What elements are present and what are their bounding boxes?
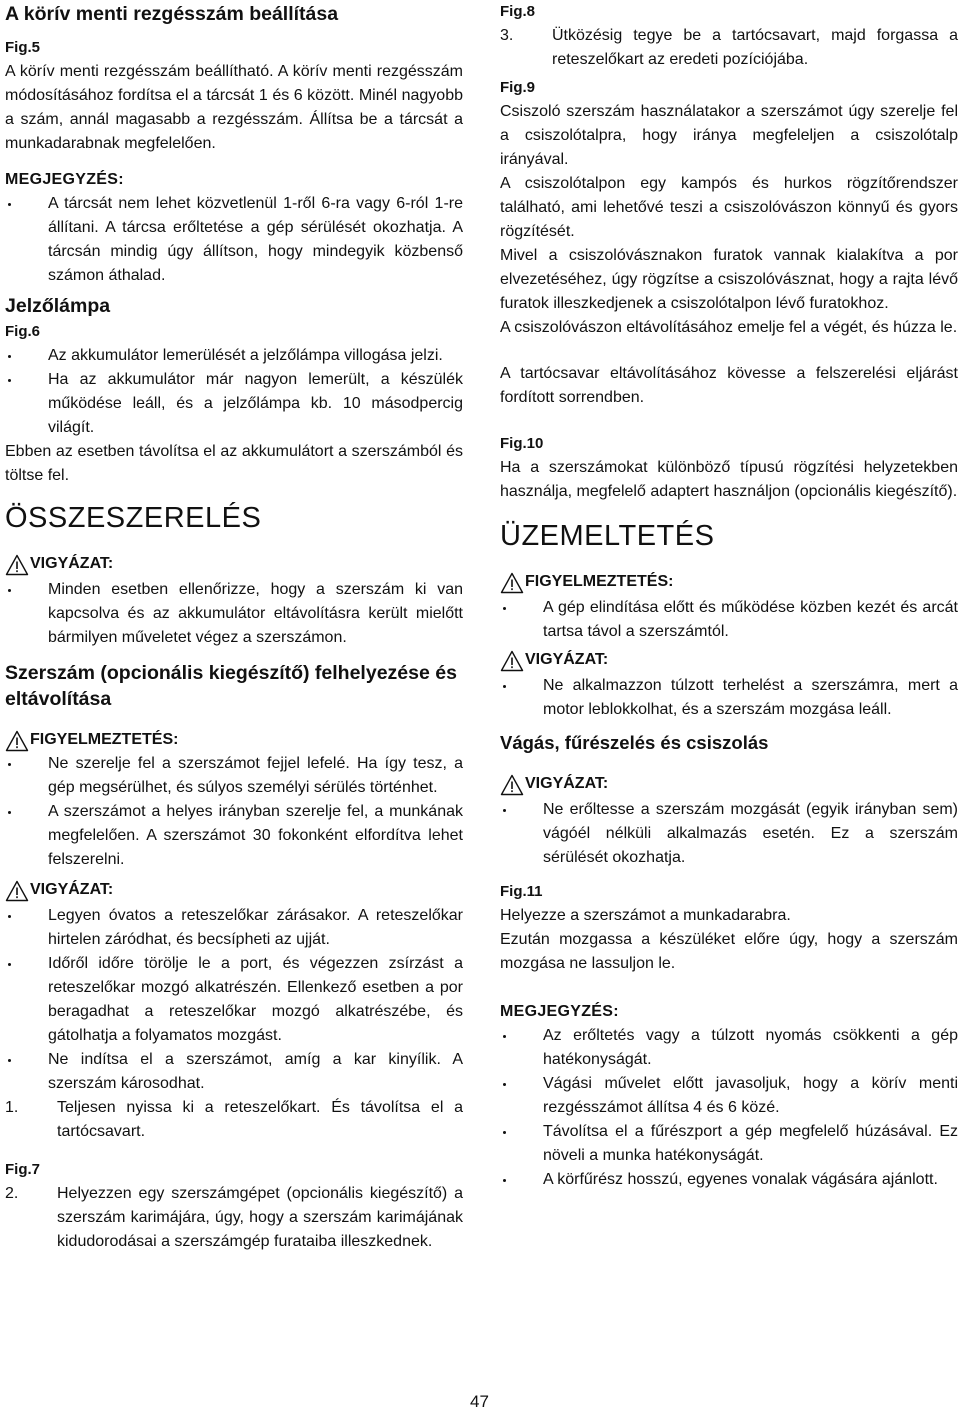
warning-triangle-icon — [500, 650, 524, 672]
paragraph: A tartócsavar eltávolításához kövesse a felszerelési eljárást fordított sorrendben. — [500, 365, 958, 406]
step-1: 1. Teljesen nyissa ki a reteszelőkart. És távolítsa el a tartócsavart. — [5, 1099, 463, 1140]
caution-item: Minden esetben ellenőrizze, hogy a szerszám ki van kapcsolva és az akkumulátor eltávolításra került mielőtt bármilyen műveletet végez a szerszámon. — [5, 578, 463, 650]
bullet — [5, 368, 48, 440]
note-heading: MEGJEGYZÉS: — [500, 1003, 619, 1020]
warning-item: Ne szerelje fel a szerszámot fejjel lefelé. Ha így tesz, a gép megsérülhet, és súlyos személyi sérülés történhet. — [5, 752, 463, 800]
bullet — [5, 904, 48, 952]
bullet — [5, 1048, 48, 1096]
right-column — [500, 0, 958, 1192]
caution-heading-2: VIGYÁZAT: — [500, 772, 958, 796]
step-2: 2. Helyezzen egy szerszámgépet (opcionális kiegészítő) a szerszám karimájára, úgy, hogy a szerszám karimájának kidudorodásai a szerszámgép furataiba illeszkednek. — [5, 1185, 463, 1250]
caution-item: Ne alkalmazzon túlzott terhelést a szerszámra, mert a motor leblokkolhat, és a szerszám mozgása leáll. — [500, 674, 958, 722]
fig-8-label: Fig.8 — [500, 3, 536, 20]
bullet — [5, 800, 48, 872]
bullet — [5, 344, 48, 368]
fig-5-label: Fig.5 — [5, 39, 41, 56]
bullet — [5, 192, 48, 288]
bullet — [5, 952, 48, 1048]
note-item: A körfűrész hosszú, egyenes vonalak vágására ajánlott. — [500, 1168, 958, 1192]
note-heading: MEGJEGYZÉS: — [5, 171, 124, 188]
caution-item: Ne indítsa el a szerszámot, amíg a kar kinyílik. A szerszám károsodhat. — [5, 1048, 463, 1096]
fig-7-label: Fig.7 — [5, 1161, 41, 1178]
bullet — [500, 674, 543, 722]
fig-11-label: Fig.11 — [500, 883, 543, 900]
caution-item: Időről időre törölje le a port, és végezzen zsírzást a reteszelőkar mozgó alkatrészén. Ellenkező esetben a por beragadhat a reteszelőkar mozgó alkatrészébe, és gátolhatja a folyamatos mozgást. — [5, 952, 463, 1048]
paragraph: Mivel a csiszolóvásznakon furatok vannak kialakítva a por elvezetéséhez, úgy rögzítse a csiszolóvásznat, hogy a rajta lévő furatok illeszkedjenek a csiszolótalpon lévő furatokhoz. — [500, 247, 958, 312]
note-item: Távolítsa el a fűrészport a gép megfelelő húzásával. Ez növeli a munka hatékonyságát. — [500, 1120, 958, 1168]
paragraph: A csiszolótalpon egy kampós és hurkos rögzítőrendszer található, ami lehetővé teszi a csiszolóvászon könnyű és gyors rögzítését. — [500, 175, 958, 240]
caution-item: Ne erőltesse a szerszám mozgását (egyik irányban sem) vágóél nélküli alkalmazás esetén. Ez a szerszám sérülését okozhatja. — [500, 798, 958, 870]
paragraph: Helyezze a szerszámot a munkadarabra. — [500, 907, 791, 924]
step-3: 3. Ütközésig tegye be a tartócsavart, majd forgassa a reteszelőkart az eredeti pozíciójába. — [500, 27, 958, 68]
note-item: A tárcsát nem lehet közvetlenül 1-ről 6-ra vagy 6-ról 1-re állítani. A tárcsa erőltetése a gép sérülését okozhatja. A tárcsán mindig úgy állítson, hogy mindegyik közbenső számon áthalad. — [5, 192, 463, 288]
bullet — [5, 578, 48, 650]
caution-heading: VIGYÁZAT: — [500, 648, 958, 672]
page-number: 47 — [470, 1392, 489, 1411]
section-title-tool-install: Szerszám (opcionális kiegészítő) felhelyezése és eltávolítása — [5, 662, 457, 710]
warning-heading: FIGYELMEZTETÉS: — [500, 570, 958, 594]
note-item: Vágási művelet előtt javasoljuk, hogy a körív menti rezgésszámot állítsa 4 és 6 közé. — [500, 1072, 958, 1120]
orbit-rate-paragraph: A körív menti rezgésszám beállítható. A körív menti rezgésszám módosításához fordítsa el a tárcsát 1 és 6 között. Minél nagyobb a szám, annál magasabb a rezgésszám. Állítsa be a tárcsát a munkadarabnak megfelelően. — [5, 63, 463, 152]
left-column — [5, 0, 463, 1254]
warning-triangle-icon — [500, 774, 524, 796]
bullet — [500, 1168, 543, 1192]
fig-6-label: Fig.6 — [5, 323, 41, 340]
section-title-orbit-rate: A körív menti rezgésszám beállítása — [5, 3, 339, 25]
warning-item: A gép elindítása előtt és működése közben kezét és arcát tartsa távol a szerszámtól. — [500, 596, 958, 644]
bullet — [500, 1072, 543, 1120]
section-title-cutting: Vágás, fűrészelés és csiszolás — [500, 732, 769, 753]
caution-item: Legyen óvatos a reteszelőkar zárásakor. A reteszelőkar hirtelen záródhat, és becsípheti az ujját. — [5, 904, 463, 952]
bullet — [500, 1120, 543, 1168]
fig-10-label: Fig.10 — [500, 435, 544, 452]
paragraph: Ha a szerszámokat különböző típusú rögzítési helyzetekben használja, megfelelő adaptert használjon (opcionális kiegészítő). — [500, 459, 958, 500]
section-title-indicator: Jelzőlámpa — [5, 295, 111, 317]
indicator-item: Ha az akkumulátor már nagyon lemerült, a készülék működése leáll, és a jelzőlámpa kb. 10 másodpercig világít. — [5, 368, 463, 440]
caution-heading: VIGYÁZAT: — [5, 552, 463, 576]
bullet — [500, 798, 543, 870]
indicator-paragraph: Ebben az esetben távolítsa el az akkumulátort a szerszámból és töltse fel. — [5, 443, 463, 484]
warning-triangle-icon — [5, 880, 29, 902]
indicator-item: Az akkumulátor lemerülését a jelzőlámpa villogása jelzi. — [5, 344, 463, 368]
warning-triangle-icon — [5, 730, 29, 752]
note-item: Az erőltetés vagy a túlzott nyomás csökkenti a gép hatékonyságát. — [500, 1024, 958, 1072]
caution-heading-2: VIGYÁZAT: — [5, 878, 463, 902]
warning-heading: FIGYELMEZTETÉS: — [5, 728, 463, 752]
paragraph: A csiszolóvászon eltávolításához emelje fel a végét, és húzza le. — [500, 319, 958, 336]
bullet — [500, 1024, 543, 1072]
assembly-heading: ÖSSZESZERELÉS — [5, 502, 262, 534]
paragraph: Csiszoló szerszám használatakor a szerszámot úgy szerelje fel a csiszolótalpra, hogy iránya megfeleljen a csiszolótalp irányával. — [500, 103, 958, 168]
bullet — [500, 596, 543, 644]
warning-item: A szerszámot a helyes irányban szerelje fel, a munkának megfelelően. A szerszámot 30 fokonként elfordítva lehet felszerelni. — [5, 800, 463, 872]
operation-heading: ÜZEMELTETÉS — [500, 520, 715, 552]
warning-triangle-icon — [500, 572, 524, 594]
fig-9-label: Fig.9 — [500, 79, 536, 96]
warning-triangle-icon — [5, 554, 29, 576]
bullet — [5, 752, 48, 800]
paragraph: Ezután mozgassa a készüléket előre úgy, hogy a szerszám mozgása ne lassuljon le. — [500, 931, 958, 972]
